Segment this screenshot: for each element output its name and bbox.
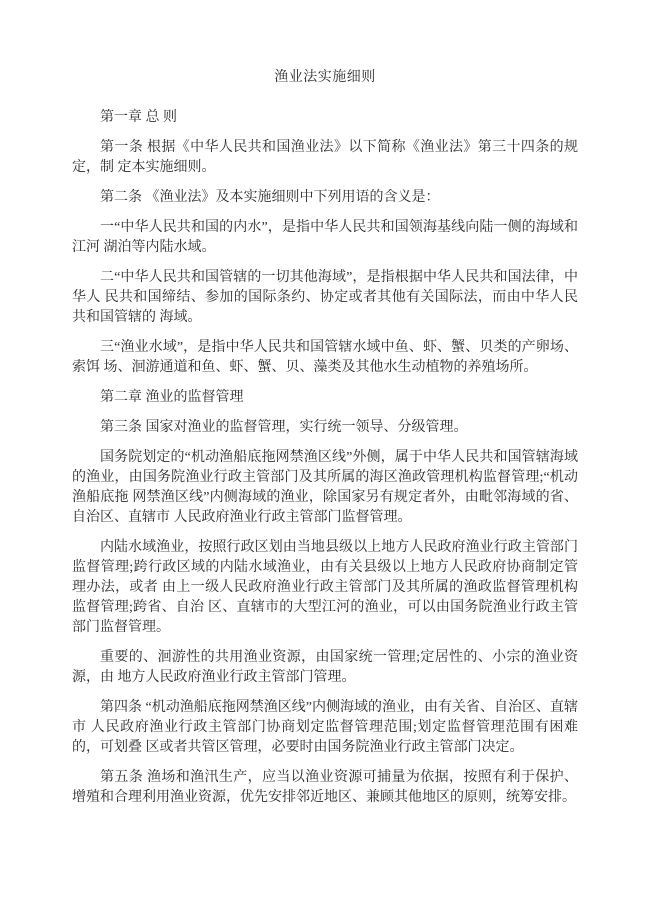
article-3-paragraph: 第三条 国家对渔业的监督管理，实行统一领导、分级管理。 bbox=[100, 420, 468, 435]
chapter-1-heading: 第一章 总 则 bbox=[100, 110, 177, 125]
article-3-sea-management-paragraph: 国务院划定的“机动渔船底拖网禁渔区线”外侧，属于中华人民共和国管辖海域的渔业，由国务院渔业行政主管部门及其所属的海区渔政管理机构监督管理;“机动渔船底拖 网禁渔区线”内侧海域的渔业，除国家另有规定者外，由毗邻海域的省、自治区、直辖市 人民政府渔业行政主管部门监督管理。 bbox=[72, 450, 578, 525]
document-title: 渔业法实施细则 bbox=[274, 70, 376, 85]
term-definition-2-paragraph: 二“中华人民共和国管辖的一切其他海域”，是指根据中华人民共和国法律，中华人 民共和国缔结、参加的国际条约、协定或者其他有关国际法，而由中华人民共和国管辖的 海域。 bbox=[72, 270, 578, 325]
article-2-intro-paragraph: 第二条 《渔业法》及本实施细则中下列用语的含义是： bbox=[100, 190, 440, 205]
article-3-resources-paragraph: 重要的、洄游性的共用渔业资源，由国家统一管理;定居性的、小宗的渔业资源，由 地方人民政府渔业行政主管部门管理。 bbox=[72, 650, 578, 685]
article-4-paragraph: 第四条 “机动渔船底拖网禁渔区线”内侧海域的渔业，由有关省、自治区、直辖市 人民政府渔业行政主管部门协商划定监督管理范围;划定监督管理范围有困难的，可划叠 区或者共管区管理，必要时由国务院渔业行政主管部门决定。 bbox=[72, 700, 578, 755]
article-5-paragraph: 第五条 渔场和渔汛生产，应当以渔业资源可捕量为依据，按照有利于保护、增殖和合理利用渔业资源，优先安排邻近地区、兼顾其他地区的原则，统筹安排。 bbox=[72, 770, 578, 805]
article-1-paragraph: 第一条 根据《中华人民共和国渔业法》以下简称《渔业法》第三十四条的规定，制 定本实施细则。 bbox=[72, 140, 578, 175]
article-3-inland-management-paragraph: 内陆水域渔业，按照行政区划由当地县级以上地方人民政府渔业行政主管部门监督管理;跨行政区域的内陆水域渔业，由有关县级以上地方人民政府协商制定管理办法，或者 由上一级人民政府渔业行政主管部门及其所属的渔政监督管理机构监督管理;跨省、自治 区、直辖市的大型江河的渔业，可以由国务院渔业行政主管部门监督管理。 bbox=[72, 540, 578, 635]
chapter-2-heading: 第二章 渔业的监督管理 bbox=[100, 390, 244, 405]
term-definition-1-paragraph: 一“中华人民共和国的内水”，是指中华人民共和国领海基线向陆一侧的海域和江河 湖泊等内陆水域。 bbox=[72, 220, 578, 255]
term-definition-3-paragraph: 三“渔业水域”，是指中华人民共和国管辖水域中鱼、虾、蟹、贝类的产卵场、索饵 场、洄游通道和鱼、虾、蟹、贝、藻类及其他水生动植物的养殖场所。 bbox=[72, 340, 578, 375]
